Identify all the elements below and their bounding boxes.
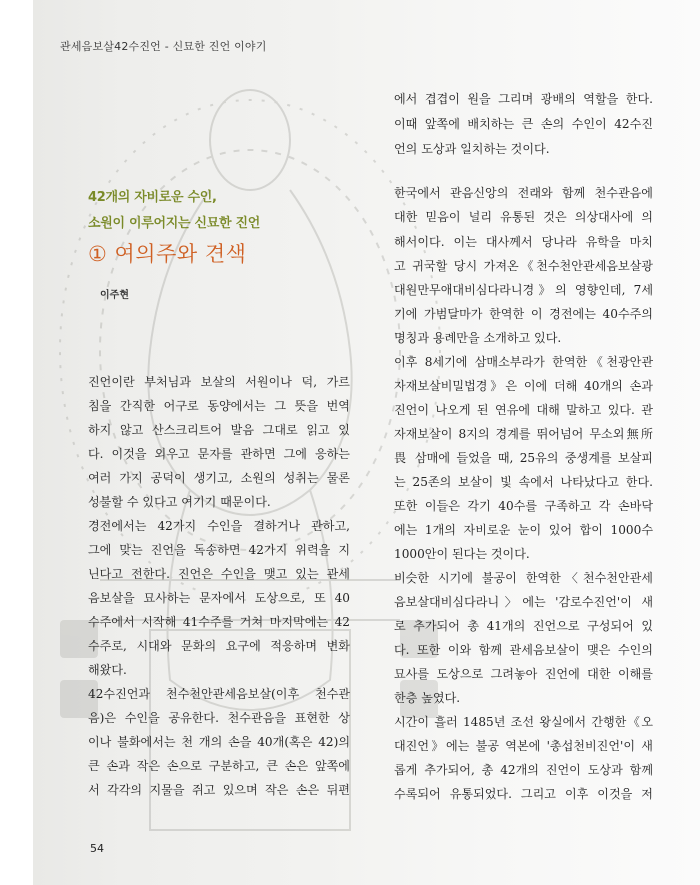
body-line: 수록되어 유통되었다. 그리고 이후 이것을 저 [394, 787, 653, 801]
body-line: 대원만무애대비심다라니경》의 영향인데, 7세 [394, 283, 653, 297]
body-line: 畏 삼매에 들었을 때, 25유의 중생계를 보살피 [394, 451, 653, 465]
body-line: 또한 이들은 각기 40수를 구족하고 각 손바닥 [394, 499, 653, 513]
body-line: 닌다고 전한다. 진언은 수인을 맺고 있는 관세 [88, 567, 350, 581]
body-line: 에는 1개의 자비로운 눈이 있어 합이 1000수 [394, 523, 653, 537]
body-line: 로 추가되어 총 41개의 진언으로 구성되어 있 [394, 619, 653, 633]
body-line: 에서 겹겹이 원을 그리며 광배의 역할을 한다. [394, 92, 653, 106]
body-line: 고 귀국할 당시 가져온《천수천안관세음보살광 [394, 259, 653, 273]
body-line: 경전에서는 42가지 수인을 결하거나 관하고, [88, 519, 350, 533]
body-line: 자재보살이 8지의 경계를 뛰어넘어 무소외無所 [394, 427, 653, 441]
running-header: 관세음보살42수진언 - 신묘한 진언 이야기 [60, 40, 267, 53]
page-margin [0, 0, 33, 885]
body-line: 서 각각의 지물을 쥐고 있으며 작은 손은 뒤편 [88, 783, 350, 797]
body-line: 자재보살비밀법경》은 이에 더해 40개의 손과 [394, 379, 653, 393]
body-line: 해왔다. [88, 663, 127, 677]
body-line: 기에 가범달마가 한역한 이 경전에는 40수주의 [394, 307, 653, 321]
body-line: 음보살대비심다라니〉에는 '감로수진언'이 새 [394, 595, 653, 609]
body-line: 이후 8세기에 삼매소부라가 한역한《천광안관 [394, 355, 653, 369]
body-line: 진언이 나오게 된 연유에 대해 말하고 있다. 관 [394, 403, 653, 417]
body-line: 는 25존의 보살이 빛 속에서 나타났다고 한다. [394, 475, 653, 489]
body-line: 성불할 수 있다고 여기기 때문이다. [88, 495, 271, 509]
body-line: 수주에서 시작해 41수주를 거쳐 마지막에는 42 [88, 615, 350, 629]
body-line: 1000안이 된다는 것이다. [394, 547, 530, 561]
body-line: 명칭과 용례만을 소개하고 있다. [394, 331, 562, 345]
body-line: 대한 믿음이 널리 유통된 것은 의상대사에 의 [394, 210, 653, 224]
body-line: 42수진언과 천수천안관세음보살(이후 천수관 [88, 687, 350, 701]
body-line: 해서이다. 이는 대사께서 당나라 유학을 마치 [394, 235, 653, 249]
body-line: 다. 또한 이와 함께 관세음보살이 맺은 수인의 [394, 643, 653, 657]
body-line: 음)은 수인을 공유한다. 천수관음을 표현한 상 [88, 711, 350, 725]
author-name: 이주현 [100, 290, 129, 301]
body-line: 대진언》에는 불공 역본에 '총섭천비진언'이 새 [394, 739, 653, 753]
article-title: ① 여의주와 견색 [88, 242, 247, 266]
body-line: 음보살을 묘사하는 문자에서 도상으로, 또 40 [88, 591, 350, 605]
body-line: 언의 도상과 일치하는 것이다. [394, 142, 550, 156]
body-line: 진언이란 부처님과 보살의 서원이나 덕, 가르 [88, 375, 350, 389]
body-line: 시간이 흘러 1485년 조선 왕실에서 간행한《오 [394, 715, 653, 729]
body-line: 침을 간직한 어구로 동양에서는 그 뜻을 번역 [88, 399, 350, 413]
body-line: 묘사를 도상으로 그려놓아 진언에 대한 이해를 [394, 667, 653, 681]
body-line: 큰 손과 작은 손으로 구분하고, 큰 손은 앞쪽에 [88, 759, 350, 773]
body-line: 이나 불화에서는 천 개의 손을 40개(혹은 42)의 [88, 735, 350, 749]
body-line: 한국에서 관음신앙의 전래와 함께 천수관음에 [394, 186, 653, 200]
body-line: 여러 가지 공덕이 생기고, 소원의 성취는 물론 [88, 471, 350, 485]
body-line: 수주로, 시대와 문화의 요구에 적응하며 변화 [88, 639, 350, 653]
body-line: 다. 이것을 외우고 문자를 관하면 그에 응하는 [88, 447, 350, 461]
body-line: 이때 앞쪽에 배치하는 큰 손의 수인이 42수진 [394, 117, 653, 131]
body-line: 롭게 추가되어, 총 42개의 진언이 도상과 함께 [394, 763, 653, 777]
page-number: 54 [90, 842, 104, 855]
article-subtitle-line-1: 42개의 자비로운 수인, [88, 190, 217, 205]
body-line: 하지 않고 산스크리트어 발음 그대로 읽고 있 [88, 423, 350, 437]
body-line: 그에 맞는 진언을 독송하면 42가지 위력을 지 [88, 543, 350, 557]
body-line: 비슷한 시기에 불공이 한역한〈천수천안관세 [394, 571, 653, 585]
article-subtitle-line-2: 소원이 이루어지는 신묘한 진언 [88, 216, 261, 231]
body-line: 한층 높였다. [394, 691, 461, 705]
